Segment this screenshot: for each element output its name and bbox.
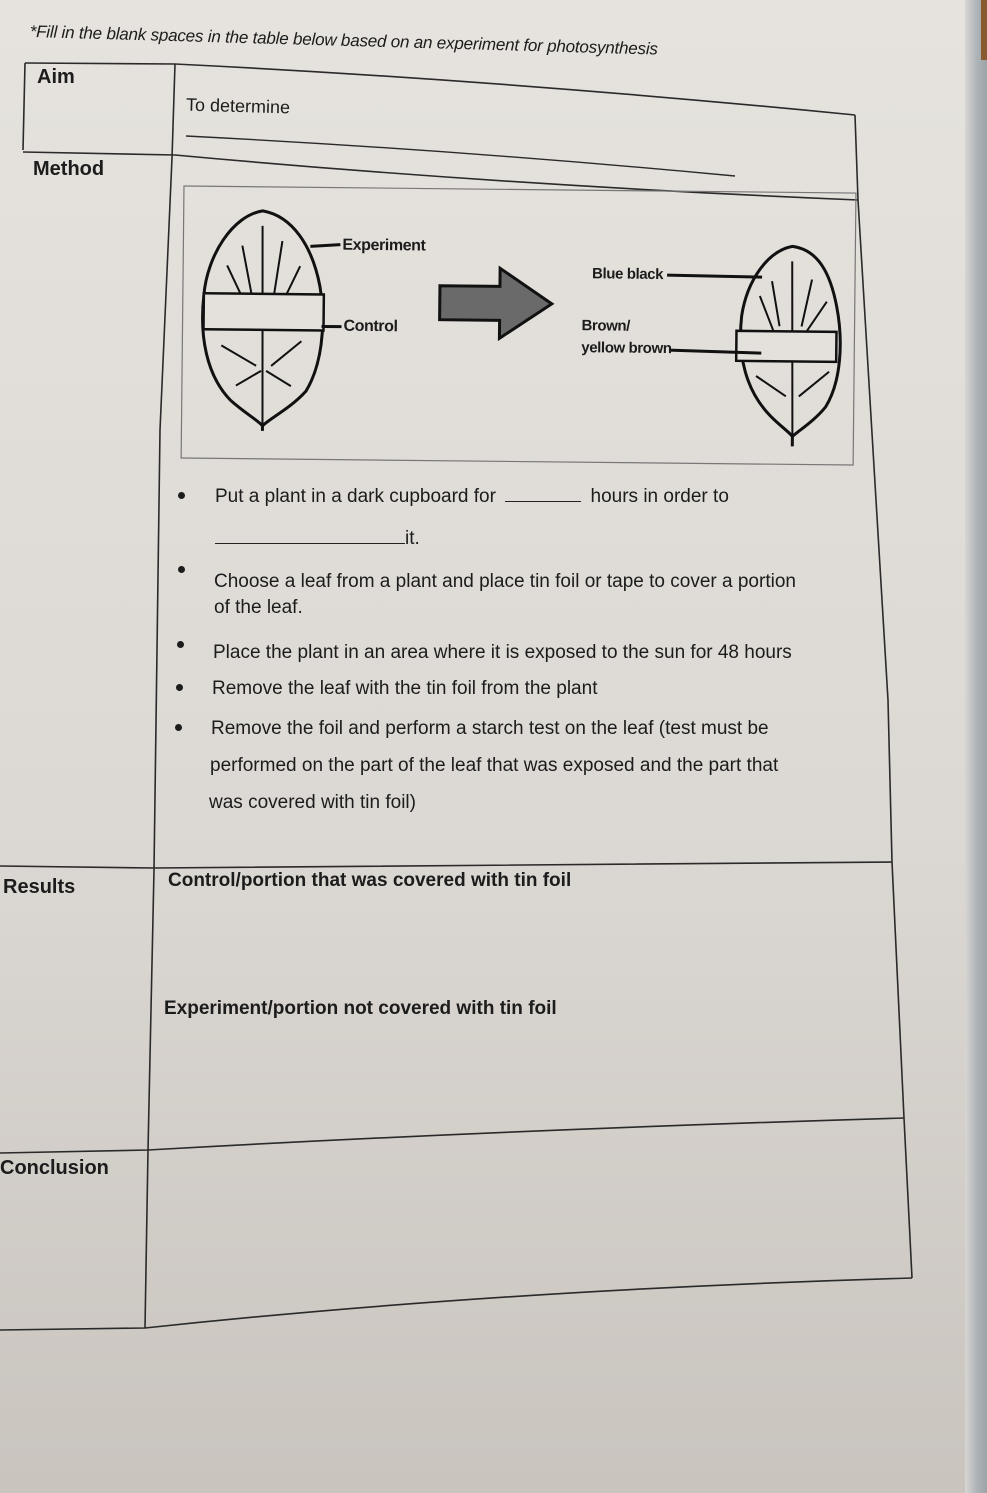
bullet-icon	[178, 492, 185, 499]
step-2-line-1: Choose a leaf from a plant and place tin foil or tape to cover a portion	[214, 571, 796, 592]
photosynthesis-diagram	[180, 185, 858, 467]
method-label: Method	[33, 158, 105, 180]
results-control-heading: Control/portion that was covered with tin foil	[168, 870, 572, 891]
step-3-line-1: Place the plant in an area where it is exposed to the sun for 48 hours	[213, 642, 792, 663]
conclusion-answer-field[interactable]	[150, 1150, 905, 1290]
results-experiment-heading: Experiment/portion not covered with tin foil	[164, 998, 557, 1019]
aim-label: Aim	[37, 66, 75, 88]
step-4-line-1: Remove the leaf with the tin foil from the plant	[212, 678, 598, 699]
aim-blank-field[interactable]	[186, 125, 736, 175]
brown-label: Brown/	[581, 317, 631, 335]
step-1-line-1: Put a plant in a dark cupboard for hours in order to	[215, 486, 729, 507]
right-arrow-icon	[439, 268, 552, 339]
aim-text: To determine	[185, 94, 291, 118]
step-5-line-2: performed on the part of the leaf that was exposed and the part that	[210, 755, 779, 776]
step-5-line-3: was covered with tin foil)	[209, 792, 416, 813]
step-5-line-1: Remove the foil and perform a starch test on the leaf (test must be	[211, 718, 769, 739]
results-label: Results	[3, 876, 76, 898]
bullet-icon	[177, 641, 184, 648]
results-control-answer-field[interactable]	[165, 900, 885, 990]
step-2-line-2: of the leaf.	[214, 597, 303, 618]
bullet-icon	[178, 566, 185, 573]
conclusion-label: Conclusion	[0, 1157, 109, 1179]
purpose-blank-field[interactable]	[215, 542, 405, 544]
bullet-icon	[175, 724, 182, 731]
control-label: Control	[343, 317, 398, 336]
hours-blank-field[interactable]	[505, 500, 581, 502]
bullet-icon	[176, 684, 183, 691]
yellow-brown-label: yellow brown	[581, 339, 672, 358]
results-experiment-answer-field[interactable]	[160, 1030, 890, 1130]
instruction-text: *Fill in the blank spaces in the table below based on an experiment for photosynthesis	[29, 22, 659, 59]
blue-black-label: Blue black	[592, 265, 664, 284]
step-1-line-2: it.	[215, 528, 420, 550]
experiment-label: Experiment	[342, 236, 426, 255]
